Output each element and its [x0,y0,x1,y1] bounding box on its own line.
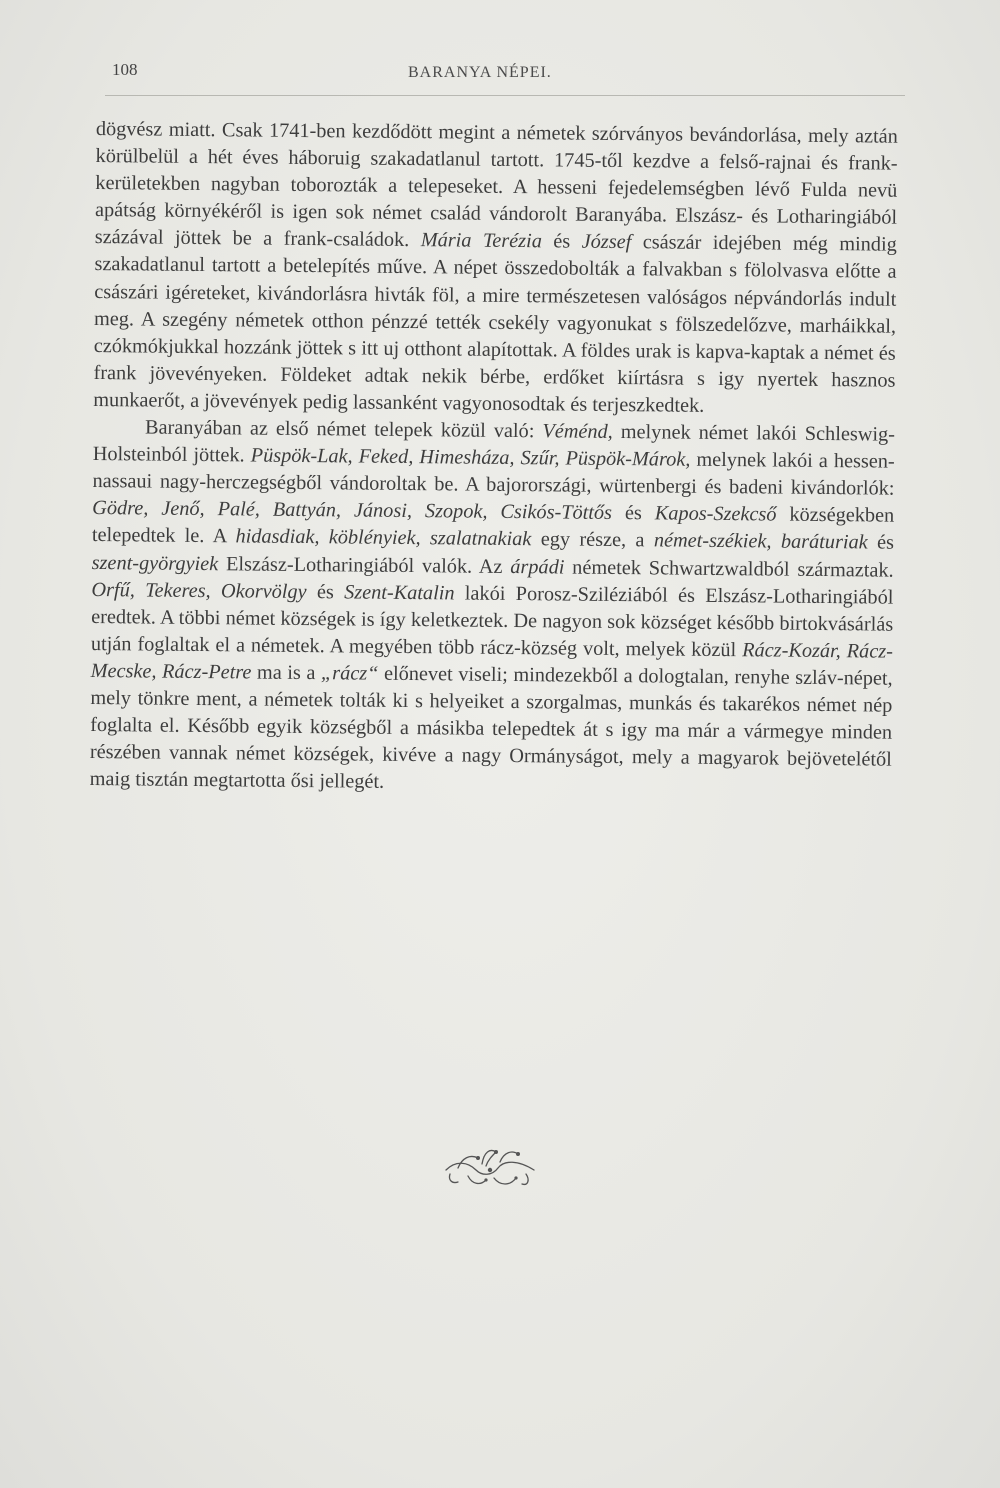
text-run: Baranyában az első német telepek közül való: [144,416,543,443]
text-run: és [541,230,582,254]
paragraph-2 [89,414,895,801]
text-run: németek Schwartzwaldból származtak. [564,556,894,582]
text-run: lakói Porosz-Sziléziából és Elszász-Lotharingiából eredtek. A többi német községek is így keletkeztek. De nagyon sok községet később birtokvásárlás utján foglaltak el a németek. A megyében több rácz-község volt, melyek közül [90,582,894,662]
text-run: melynek német lakói Schleswig-Holsteinból jöttek. [92,421,896,467]
place-name: német-székiek, baráturiak [653,529,868,554]
text-run: előnevet viseli; mindezekből a dologtalan, renyhe szláv-népet, mely tönkre ment, a németek tolták ki s helyeiket a szorgalmas, munkás és takarékos német nép foglalta el. Később egyik községből a másikba telepedtek át s igy ma már a vármegye minden részében vannak német községek, kivéve a nagy Ormányságot, mely a magyarok bejövetelétől maig tisztán megtartotta ősi jellegét. [89,662,893,794]
text-run: melynek lakói a hessen-nassaui nagy-herczegségből vándoroltak be. A bajorországi, würtenbergi és badeni kivándorlók: [92,448,895,500]
text-run: Elszász-Lotharingiából valók. Az [218,552,511,578]
place-name: szent-györgyiek [91,551,219,575]
body-text [89,116,897,801]
text-run: községekben telepedtek le. A [91,503,895,548]
place-name: Orfű, Tekeres, Okorvölgy [91,578,307,603]
page-number: 108 [112,60,138,79]
place-name: Rácz-Kozár, Rácz-Mecske, Rácz-Petre [90,639,894,684]
place-name: árpádi [510,555,565,579]
paragraph-1 [93,116,898,422]
text-run: ma is a [251,661,322,685]
racz-prefix: „rácz“ [320,662,379,685]
page-header [112,60,912,92]
text-run: és [611,502,655,525]
place-name: hidasdiak, köblényiek, szalatnakiak [235,525,532,551]
text-run: egy része, a [531,528,654,552]
text-run: dögvész miatt. Csak 1741-ben kezdődött megint a németek szórványos bevándorlása, mely aztán körülbelül a hét éves háboruig szakadatlanul tartott. 1745-től kezdve a felső-rajnai és frank-kerületekben nagyban toborozták a telepeseket. A hesseni fejedelemségben lévő Fulda nevü apátság környékéről is igen sok német család vándorolt Baranyába. Elszász- és Lotharingiából százával jöttek be a frank-családok. [94,117,898,252]
name-maria-terezia: Mária Terézia [420,229,542,253]
place-name: Gödre, Jenő, Palé, Battyán, Jánosi, Szopok, Csikós-Töttős [92,497,613,525]
name-jozsef: József [581,231,632,254]
text-run: és [867,531,895,555]
place-name: Szent-Katalin [344,580,455,605]
place-name: Kapos-Szekcső [654,502,777,526]
text-run: császár idejében még mindig szakadatlanul tartott a betelepítés műve. A népet összedobolták a falvakban s fölolvasva előtte a császári igéreteket, kivándorlásra hivták föl, a mire természetesen valóságos népvándorlás indult meg. A szegény németek otthon pénzzé tették csekély vagyonukat s fölszedelőzve, marháikkal, czókmókjukkal hozzánk jöttek s itt uj otthont alapítottak. A földes urak is kapva-kaptak a német és frank jövevényeken. Földeket adtak nekik bérbe, erdőket kiírtásra s igy nyertek hasznos munkaerőt, a jövevények pedig lassanként vagyonosodtak és terjeszkedtek. [93,231,897,417]
place-name: Püspök-Lak, Feked, Himesháza, Szűr, Püspök-Márok, [250,444,691,471]
floral-vignette-icon [438,1140,542,1194]
header-rule [105,95,905,96]
text-run: és [306,580,345,603]
running-title: BARANYA NÉPEI. [408,64,552,81]
place-name: Véménd, [542,420,613,444]
